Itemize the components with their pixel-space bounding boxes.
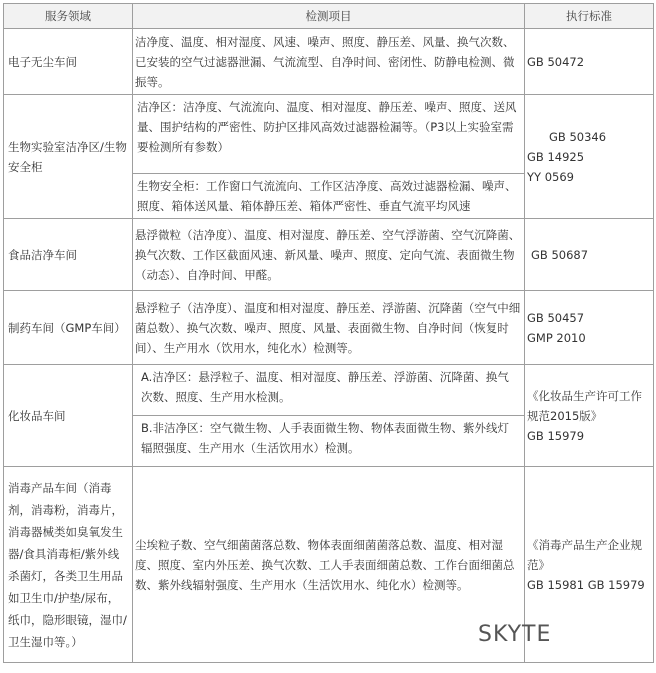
header-domain: 服务领域	[4, 4, 133, 29]
standards-cell	[525, 95, 654, 219]
standard-code: GMP 2010	[527, 330, 586, 345]
header-items: 检测项目	[133, 4, 525, 29]
sub-items-clean-zone: A.洁净区：悬浮粒子、温度、相对湿度、静压差、浮游菌、沉降菌、换气次数、照度、生产用水检测。	[141, 370, 509, 404]
standard-code: YY 0569	[527, 169, 574, 184]
items-cell	[133, 95, 525, 219]
table-row	[4, 291, 654, 365]
domain-cell: 电子无尘车间	[4, 29, 133, 95]
items-cell: 悬浮微粒（洁净度）、温度、相对湿度、静压差、空气浮游菌、空气沉降菌、换气次数、工作区截面风速、新风量、噪声、照度、定向气流、表面微生物（动态）、自净时间、甲醛。	[133, 219, 525, 291]
sub-items-clean-zone: 洁净区：洁净度、气流流向、温度、相对湿度、静压差、噪声、照度、送风量、围护结构的严密性、防护区排风高效过滤器检漏等。（P3以上实验室需要检测所有参数）	[137, 100, 517, 154]
standard-code: GB 15979	[527, 428, 585, 443]
domain-cell: 消毒产品车间（消毒剂，消毒粉，消毒片，消毒器械类如臭氧发生器/食具消毒柜/紫外线杀菌灯，各类卫生用品如卫生巾/护垫/尿布，纸巾，隐形眼镜，湿巾/卫生湿巾等。）	[4, 467, 133, 663]
standard-code: GB 14925	[527, 149, 585, 164]
domain-cell: 化妆品车间	[4, 365, 133, 467]
domain-cell: 制药车间（GMP车间）	[4, 291, 133, 365]
sub-items-biosafety-cabinet: 生物安全柜：工作窗口气流流向、工作区洁净度、高效过滤器检漏、噪声、照度、箱体送风量、箱体静压差、箱体严密性、垂直气流平均风速	[133, 173, 524, 218]
header-standards: 执行标准	[525, 4, 654, 29]
standard-regulation: 《化妆品生产许可工作规范2015版》	[527, 388, 642, 423]
items-cell: 尘埃粒子数、空气细菌菌落总数、物体表面细菌菌落总数、温度、相对湿度、照度、室内外压差、换气次数、工人手表面细菌总数、工作台面细菌总数、紫外线辐射强度、生产用水（生活饮用水、纯化水）检测等。	[133, 467, 525, 663]
table-row	[4, 29, 654, 95]
standard-regulation: 《消毒产品生产企业规范》	[527, 537, 642, 572]
standards-cell	[525, 291, 654, 365]
standards-cell	[525, 219, 654, 291]
standard-code: GB 50457	[527, 310, 585, 325]
standards-cell	[525, 29, 654, 95]
table-row	[4, 365, 654, 467]
items-cell	[133, 365, 525, 467]
table-row	[4, 219, 654, 291]
table-header-row	[4, 4, 654, 29]
table-row	[4, 95, 654, 219]
domain-cell: 食品洁净车间	[4, 219, 133, 291]
items-cell: 洁净度、温度、相对湿度、风速、噪声、照度、静压差、风量、换气次数、已安装的空气过滤器泄漏、气流流型、自净时间、密闭性、防静电检测、微振等。	[133, 29, 525, 95]
items-cell: 悬浮粒子（洁净度）、温度和相对湿度、静压差、浮游菌、沉降菌（空气中细菌总数）、换气次数、噪声、照度、风量、表面微生物、自净时间（恢复时间）、生产用水（饮用水，纯化水）检测等。	[133, 291, 525, 365]
standard-code: GB 50346	[549, 129, 607, 144]
standards-table	[3, 3, 654, 663]
standard-code: GB 15981 GB 15979	[527, 577, 645, 592]
standards-cell	[525, 365, 654, 467]
standard-code: GB 50472	[527, 54, 585, 69]
domain-cell: 生物实验室洁净区/生物安全柜	[4, 95, 133, 219]
watermark: SKYTE	[478, 622, 552, 647]
standard-code: GB 50687	[531, 247, 589, 262]
sub-items-non-clean-zone: B.非洁净区：空气微生物、人手表面微生物、物体表面微生物、紫外线灯辐照强度、生产用水（生活饮用水）检测。	[133, 415, 524, 466]
table-row	[4, 467, 654, 663]
